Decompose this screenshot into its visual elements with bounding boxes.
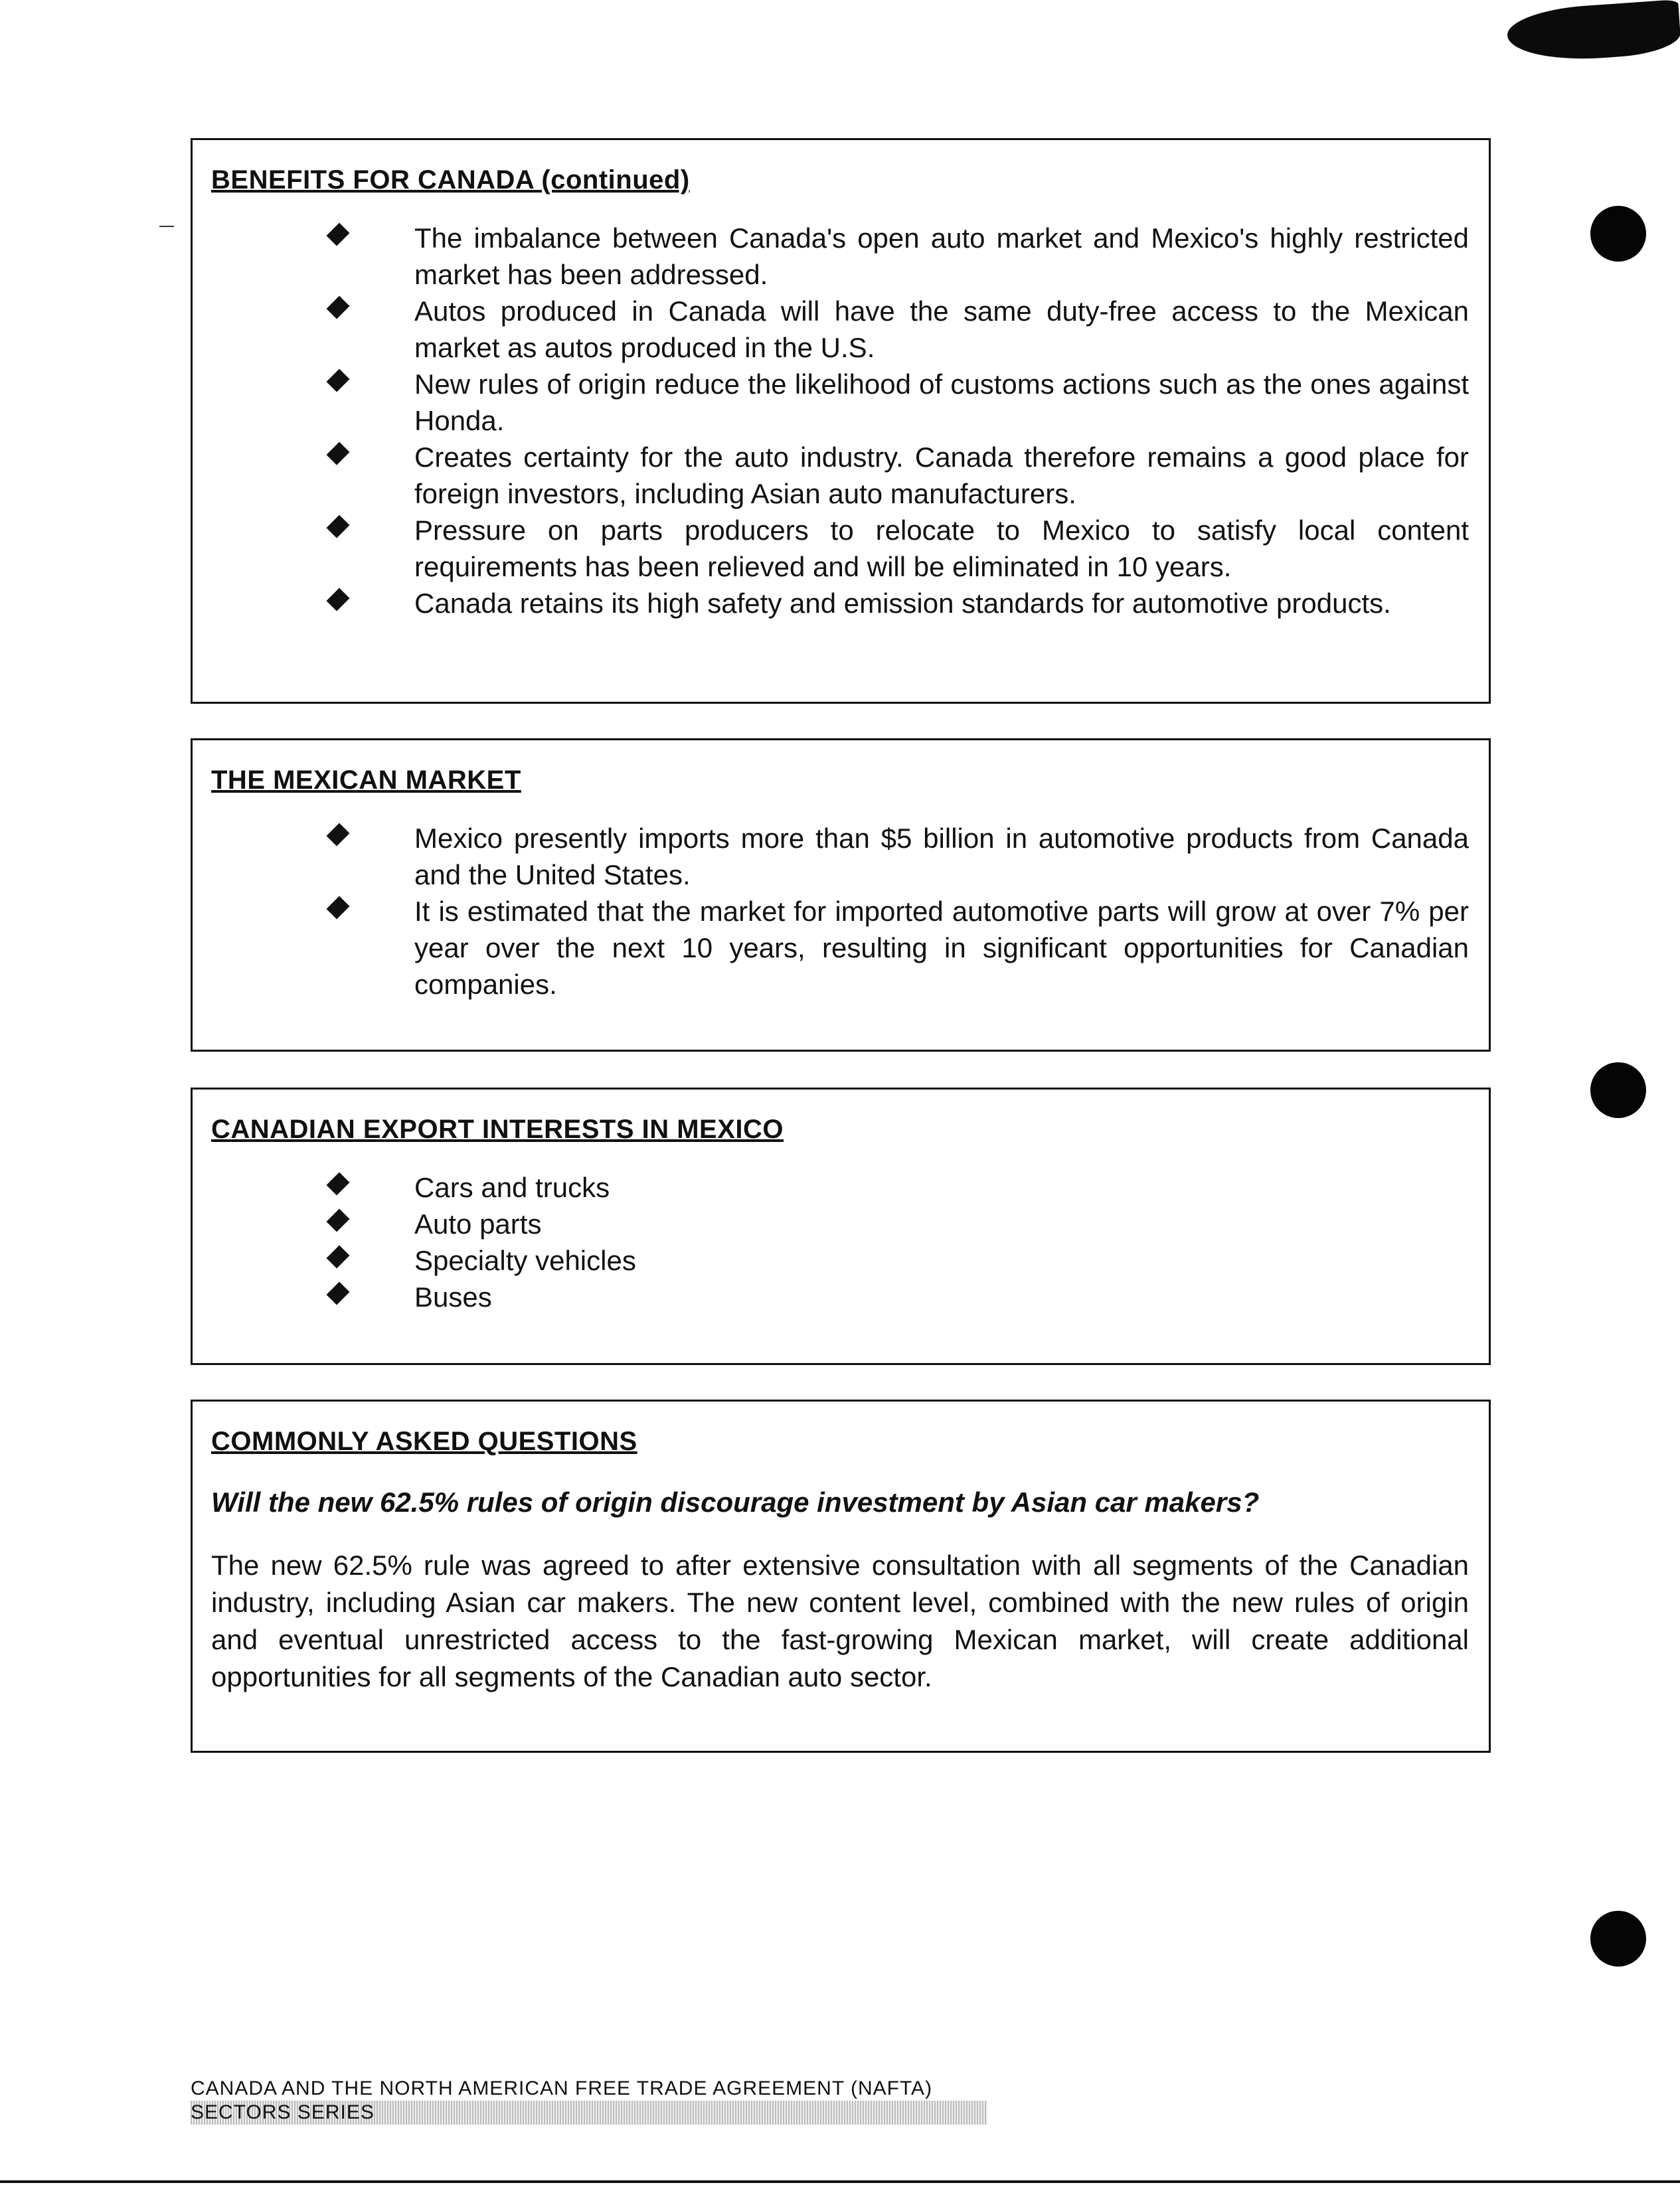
footer-series-label: SECTORS SERIES	[191, 2101, 375, 2123]
list-item: Creates certainty for the auto industry. Canada therefore remains a good place for foreign investors, including Asian auto manufacturers.	[211, 439, 1469, 512]
footer-series	[191, 2101, 987, 2125]
diamond-bullet-icon	[326, 823, 349, 846]
list-item: Pressure on parts producers to relocate to Mexico to satisfy local content requirements has been relieved and will be eliminated in 10 years.	[211, 512, 1469, 585]
diamond-bullet-icon	[326, 1172, 349, 1195]
benefits-list	[211, 220, 1469, 621]
diamond-bullet-icon	[326, 1208, 349, 1232]
diamond-bullet-icon	[326, 442, 349, 465]
punch-hole-middle	[1590, 1062, 1646, 1118]
list-item: Specialty vehicles	[211, 1242, 1469, 1279]
list-item: Canada retains its high safety and emission standards for automotive products.	[211, 585, 1469, 621]
list-item: Mexico presently imports more than $5 billion in automotive products from Canada and the United States.	[211, 820, 1469, 893]
punch-hole-bottom	[1590, 1911, 1646, 1967]
diamond-bullet-icon	[326, 515, 349, 538]
mexican-market-section	[191, 738, 1491, 1052]
page-footer	[191, 2077, 987, 2125]
list-item: Auto parts	[211, 1206, 1469, 1242]
footer-title: CANADA AND THE NORTH AMERICAN FREE TRADE AGREEMENT (NAFTA)	[191, 2077, 933, 2099]
scan-mark	[159, 226, 174, 227]
faq-question: Will the new 62.5% rules of origin discourage investment by Asian car makers?	[211, 1487, 1260, 1518]
diamond-bullet-icon	[326, 368, 349, 392]
punch-hole-top	[1590, 206, 1646, 262]
export-interests-title: CANADIAN EXPORT INTERESTS IN MEXICO	[211, 1115, 784, 1144]
questions-section	[191, 1400, 1491, 1753]
mexican-market-title: THE MEXICAN MARKET	[211, 766, 521, 795]
mexican-market-list	[211, 820, 1469, 1003]
benefits-section	[191, 138, 1491, 704]
list-item: It is estimated that the market for imported automotive parts will grow at over 7% per year over the next 10 years, resulting in significant opportunities for Canadian companies.	[211, 893, 1469, 1003]
diamond-bullet-icon	[326, 896, 349, 919]
list-item: New rules of origin reduce the likelihood of customs actions such as the ones against Honda.	[211, 366, 1469, 439]
diamond-bullet-icon	[326, 222, 349, 246]
list-item: Autos produced in Canada will have the same duty-free access to the Mexican market as autos produced in the U.S.	[211, 293, 1469, 366]
list-item: The imbalance between Canada's open auto market and Mexico's highly restricted market has been addressed.	[211, 220, 1469, 293]
diamond-bullet-icon	[326, 1245, 349, 1268]
scan-smudge	[1506, 0, 1680, 64]
export-interests-section	[191, 1088, 1491, 1365]
diamond-bullet-icon	[326, 295, 349, 319]
bottom-rule	[0, 2180, 1680, 2183]
diamond-bullet-icon	[326, 588, 349, 611]
questions-title: COMMONLY ASKED QUESTIONS	[211, 1427, 637, 1456]
list-item: Cars and trucks	[211, 1169, 1469, 1206]
benefits-title: BENEFITS FOR CANADA (continued)	[211, 165, 690, 195]
export-interests-list	[211, 1169, 1469, 1315]
faq-answer: The new 62.5% rule was agreed to after extensive consultation with all segments of the Canadian industry, including Asian car makers. The new content level, combined with the new rules of origin and eventual unrestricted access to the fast-growing Mexican market, will create additional opportunities for all segments of the Canadian auto sector.	[211, 1550, 1469, 1692]
list-item: Buses	[211, 1279, 1469, 1315]
diamond-bullet-icon	[326, 1281, 349, 1305]
